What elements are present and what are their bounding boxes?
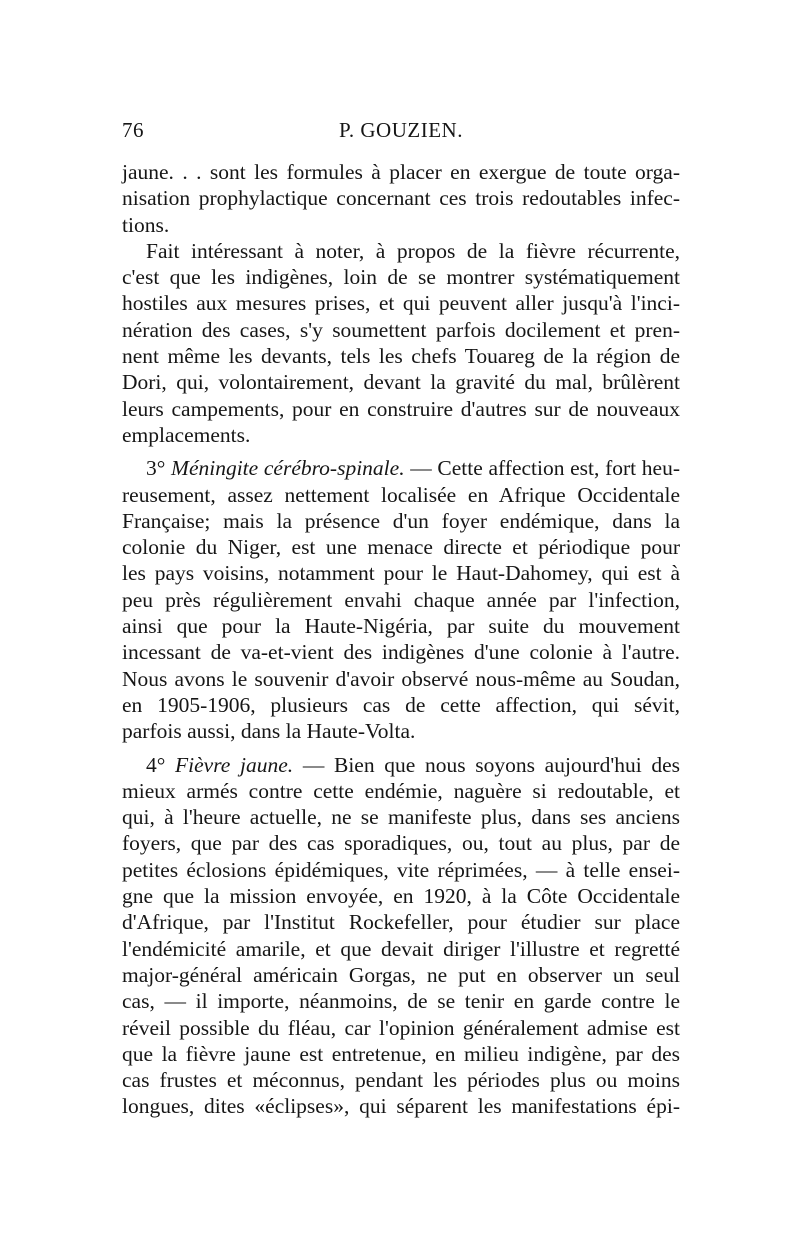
text-line: gne que la mission envoyée, en 1920, à la Côte Occidentale	[122, 884, 680, 909]
text-line: c'est que les indigènes, loin de se montrer systématiquement	[122, 265, 680, 290]
paragraph-fievre-recurrente	[122, 238, 680, 448]
text-line: foyers, que par des cas sporadiques, ou, tout au plus, par de	[122, 831, 680, 856]
text-line: que la fièvre jaune est entretenue, en milieu indigène, par des	[122, 1041, 680, 1066]
section-number: 3°	[146, 456, 166, 481]
text-line: qui, à l'heure actuelle, ne se manifeste plus, dans ses anciens	[122, 805, 680, 830]
text-line: l'endémicité amarile, et que devait diriger l'illustre et regretté	[122, 936, 680, 961]
text-run: — Cette affection est, fort heu-	[410, 456, 680, 481]
paragraph-gap	[122, 448, 680, 455]
text-line: Dori, qui, volontairement, devant la gravité du mal, brûlèrent	[122, 370, 680, 395]
text-line: nent même les devants, tels les chefs Touareg de la région de	[122, 344, 680, 369]
text-line: incessant de va-et-vient des indigènes d'une colonie à l'autre.	[122, 640, 680, 665]
text-line: Française; mais la présence d'un foyer endémique, dans la	[122, 508, 680, 533]
text-line: leurs campements, pour en construire d'autres sur de nouveaux	[122, 396, 680, 421]
text-line: Fait intéressant à noter, à propos de la fièvre récurrente,	[146, 238, 680, 263]
text-line: peu près régulièrement envahi chaque année par l'infection,	[122, 587, 680, 612]
body-text	[122, 159, 680, 1120]
text-line	[122, 752, 680, 778]
page-number: 76	[122, 118, 144, 142]
section-number: 4°	[146, 752, 166, 777]
text-line: cas, — il importe, néanmoins, de se tenir en garde contre le	[122, 989, 680, 1014]
text-line: nération des cases, s'y soumettent parfois docilement et pren-	[122, 317, 680, 342]
text-line: jaune. . . sont les formules à placer en exergue de toute orga-	[122, 160, 680, 184]
text-line: colonie du Niger, est une menace directe et périodique pour	[122, 535, 680, 560]
text-line: reusement, assez nettement localisée en Afrique Occidentale	[122, 482, 680, 507]
text-line: les pays voisins, notamment pour le Haut-Dahomey, qui est à	[122, 561, 680, 586]
text-line: major-général américain Gorgas, ne put en observer un seul	[122, 962, 680, 987]
text-line: mieux armés contre cette endémie, naguère si redoutable, et	[122, 778, 680, 803]
text-line: hostiles aux mesures prises, et qui peuvent aller jusqu'à l'inci-	[122, 291, 680, 316]
text-line: en 1905-1906, plusieurs cas de cette affection, qui sévit,	[122, 692, 680, 717]
paragraph-intro	[122, 159, 680, 238]
running-head: P. GOUZIEN.	[339, 118, 463, 142]
text-line	[122, 455, 680, 481]
text-run: — Bien que nous soyons aujourd'hui des	[302, 752, 681, 777]
paragraph-fievre-jaune	[122, 752, 680, 1120]
text-line: longues, dites «éclipses», qui séparent les manifestations épi-	[122, 1094, 680, 1119]
section-title: Méningite cérébro-spinale.	[171, 456, 405, 481]
text-line: nisation prophylactique concernant ces trois redoutables infec-	[122, 186, 680, 211]
text-line: emplacements.	[122, 422, 251, 447]
text-line: Nous avons le souvenir d'avoir observé nous-même au Soudan,	[122, 666, 680, 691]
text-line: parfois aussi, dans la Haute-Volta.	[122, 719, 416, 744]
text-line: petites éclosions épidémiques, vite réprimées, — à telle ensei-	[122, 857, 680, 882]
paragraph-gap	[122, 745, 680, 752]
section-title: Fièvre jaune.	[175, 752, 294, 777]
text-line: réveil possible du fléau, car l'opinion généralement admise est	[122, 1015, 680, 1040]
text-line: ainsi que pour la Haute-Nigéria, par suite du mouvement	[122, 614, 680, 639]
text-line: d'Afrique, par l'Institut Rockefeller, pour étudier sur place	[122, 910, 680, 935]
text-line: cas frustes et méconnus, pendant les périodes plus ou moins	[122, 1068, 680, 1093]
text-line: tions.	[122, 212, 170, 237]
paragraph-meningite	[122, 455, 680, 744]
